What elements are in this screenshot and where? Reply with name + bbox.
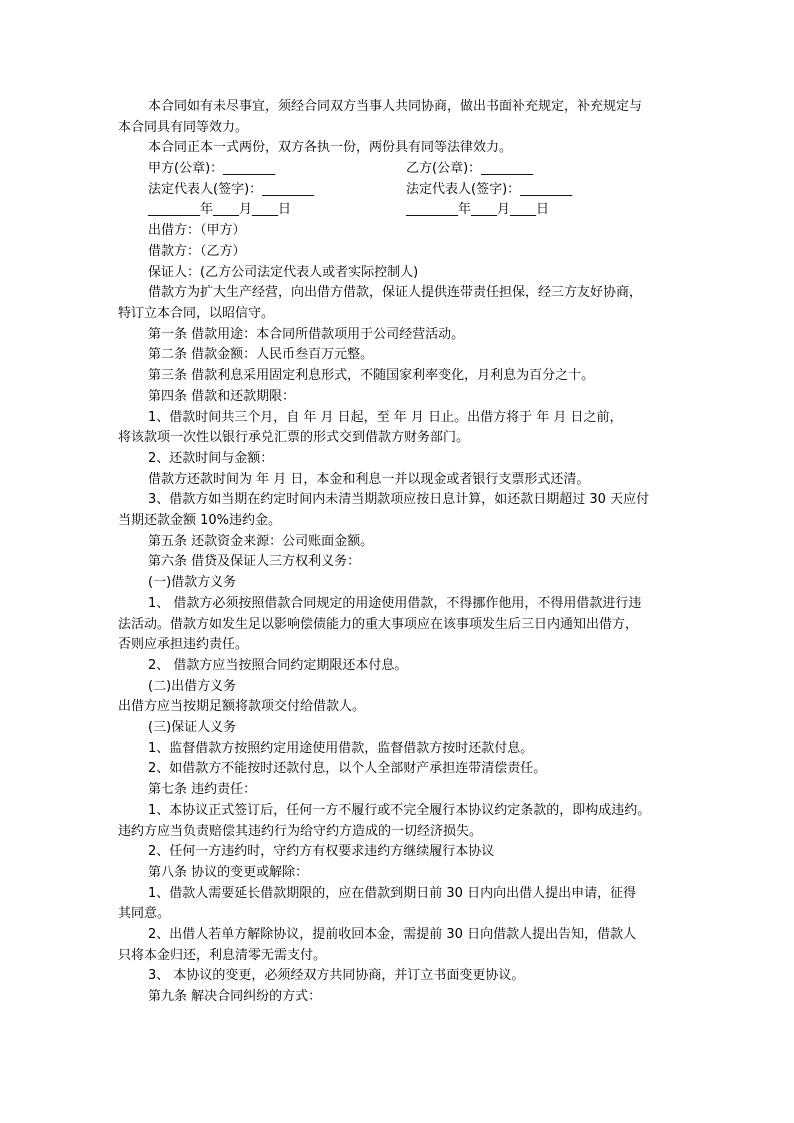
signature-row-representative: [118, 180, 690, 201]
supplement-clause-line1: 本合同如有未尽事宜，须经合同双方当事人共同协商，做出书面补充规定，补充规定与: [148, 99, 643, 114]
article-4-item2: 2、还款时间与金额：: [148, 450, 274, 466]
section-1-item1-line1: 1、 借款方必须按照借款合同规定的用途使用借款，不得挪作他用，不得用借款进行违: [148, 595, 642, 611]
article-4-item3-line1: 3、借款方如当期在约定时间内未清当期款项应按日息计算，如还款日期超过 30 天应付: [148, 492, 650, 508]
article-4-heading: 第四条 借款和还款期限：: [148, 388, 296, 404]
intro-line1: 借款方为扩大生产经营，向出借方借款，保证人提供连带责任担保，经三方友好协商，: [148, 285, 643, 301]
copies-clause: 本合同正本一式两份，双方各执一份，两份具有同等法律效力。: [148, 140, 513, 156]
section-2-heading: (二)出借方义务: [148, 678, 237, 694]
article-7-heading: 第七条 违约责任：: [148, 782, 257, 798]
article-3: 第三条 借款利息采用固定利息形式，不随国家利率变化，月利息为百分之十。: [148, 368, 595, 384]
party-a-date: ________年____月____日: [148, 202, 292, 218]
party-a-seal: 甲方(公章)：________: [148, 161, 276, 177]
signature-row-seal: [118, 159, 690, 180]
article-1: 第一条 借款用途：本合同所借款项用于公司经营活动。: [148, 326, 465, 342]
borrower-line: 借款方：（乙方）: [148, 243, 246, 259]
section-1-item2: 2、 借款方应当按照合同约定期限还本付息。: [148, 657, 408, 673]
intro-line2: 特订立本合同，以昭信守。: [118, 305, 275, 321]
article-9-heading: 第九条 解决合同纠纷的方式：: [148, 989, 322, 1005]
article-5: 第五条 还款资金来源：公司账面金额。: [148, 533, 374, 549]
article-7-item1-line2: 违约方应当负责赔偿其违约行为给守约方造成的一切经济损失。: [118, 823, 483, 839]
article-8-item1-line1: 1、借款人需要延长借款期限的，应在借款到期日前 30 日内向出借人提出申请，征得: [148, 885, 637, 901]
guarantor-line: 保证人：(乙方公司法定代表人或者实际控制人): [148, 264, 419, 280]
section-3-heading: (三)保证人义务: [148, 720, 237, 736]
party-b-seal: 乙方(公章)：________: [406, 161, 534, 177]
section-1-item1-line2: 法活动。借款方如发生足以影响偿债能力的重大事项应在该事项发生后三日内通知出借方，: [118, 616, 639, 632]
section-3-item2: 2、如借款方不能按时还款付息，以个人全部财产承担连带清偿责任。: [148, 761, 547, 777]
section-1-item1-line3: 否则应承担违约责任。: [118, 637, 249, 653]
party-a-representative: 法定代表人(签字)：________: [148, 181, 315, 197]
article-6-heading: 第六条 借贷及保证人三方权利义务：: [148, 554, 361, 570]
article-4-item1-line2: 将该款项一次性以银行承兑汇票的形式交到借款方财务部门。: [118, 430, 470, 446]
article-8-heading: 第八条 协议的变更或解除：: [148, 864, 309, 880]
article-8-item2-line1: 2、出借人若单方解除协议，提前收回本金，需提前 30 日向借款人提出告知，借款人: [148, 927, 637, 943]
article-7-item1-line1: 1、本协议正式签订后，任何一方不履行或不完全履行本协议约定条款的，即构成违约。: [148, 802, 651, 818]
section-2-text: 出借方应当按期足额将款项交付给借款人。: [118, 699, 366, 715]
article-4-item2-detail: 借款方还款时间为 年 月 日，本金和利息一并以现金或者银行支票形式还清。: [148, 471, 590, 487]
contract-body: [118, 97, 690, 1008]
article-7-item2: 2、任何一方违约时，守约方有权要求违约方继续履行本协议: [148, 844, 495, 860]
signature-row-date: [118, 200, 690, 221]
article-4-item3-line2: 当期还款金额 10%违约金。: [118, 513, 282, 529]
party-b-date: ________年____月____日: [406, 202, 550, 218]
article-2: 第二条 借款金额：人民币叁百万元整。: [148, 347, 374, 363]
article-8-item3: 3、 本协议的变更，必须经双方共同协商，并订立书面变更协议。: [148, 968, 525, 984]
article-8-item2-line2: 只将本金归还，利息清零无需支付。: [118, 947, 327, 963]
section-3-item1: 1、监督借款方按照约定用途使用借款，监督借款方按时还款付息。: [148, 740, 534, 756]
article-4-item1-line1: 1、借款时间共三个月，自 年 月 日起，至 年 月 日止。出借方将于 年 月 日之前，: [148, 409, 623, 425]
lender-line: 出借方：（甲方）: [148, 223, 246, 239]
article-8-item1-line2: 其同意。: [118, 906, 171, 922]
supplement-clause-line2: 本合同具有同等效力。: [118, 119, 249, 135]
section-1-heading: (一)借款方义务: [148, 575, 237, 591]
party-b-representative: 法定代表人(签字)：________: [406, 181, 573, 197]
